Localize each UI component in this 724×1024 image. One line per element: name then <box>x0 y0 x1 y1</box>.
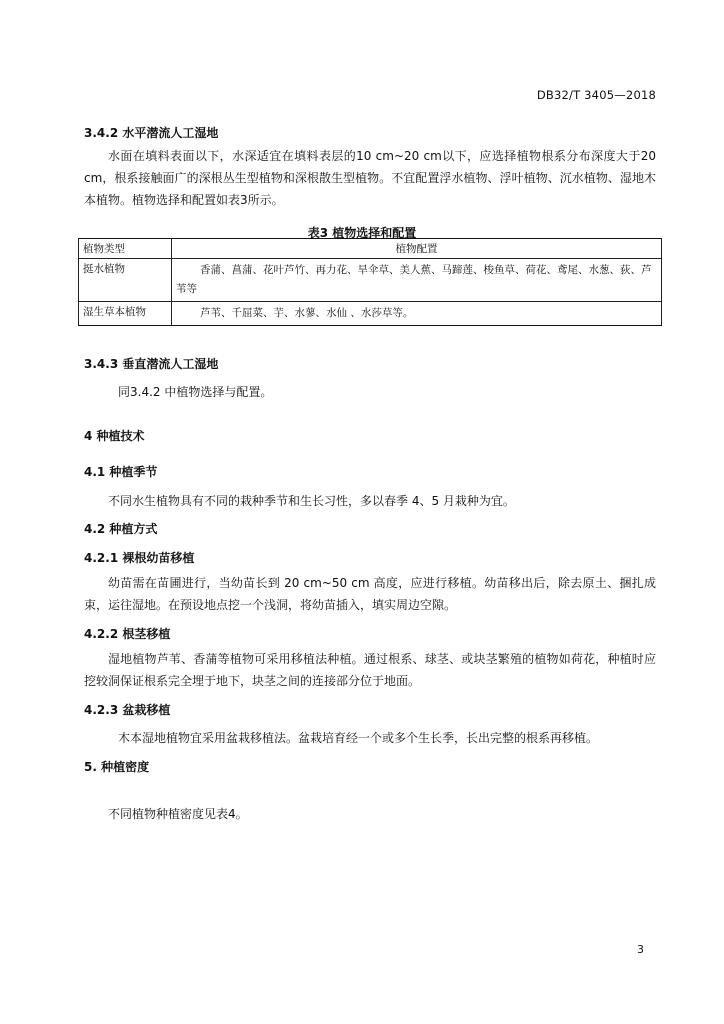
header-plant-type: 植物类型 <box>79 239 172 259</box>
section-4-2-2-paragraph: 湿地植物芦苇、香蒲等植物可采用移植法种植。通过根系、球茎、或块茎繁殖的植物如荷花，种植时应挖较洞保证根系完全埋于地下，块茎之间的连接部分位于地面。 <box>84 652 656 688</box>
table-header-row <box>79 239 662 259</box>
config-text: 芦苇、千屈菜、芋、水蓼、水仙 、水莎草等。 <box>200 307 414 319</box>
row-plant-type: 挺水植物 <box>79 259 172 302</box>
section-3-4-2-heading: 3.4.2 水平潜流人工湿地 <box>84 126 219 140</box>
section-5-heading: 5. 种植密度 <box>84 760 150 774</box>
section-5-paragraph: 不同植物种植密度见表4。 <box>108 807 248 821</box>
table-row <box>79 259 662 302</box>
section-4-2-heading: 4.2 种植方式 <box>84 522 158 536</box>
section-4-2-3-heading: 4.2.3 盆栽移植 <box>84 703 171 717</box>
row-plant-type: 湿生草本植物 <box>79 302 172 326</box>
section-4-1-heading: 4.1 种植季节 <box>84 465 158 479</box>
section-3-4-3-paragraph: 同3.4.2 中植物选择与配置。 <box>118 385 273 399</box>
plant-selection-table <box>78 238 662 326</box>
table-row <box>79 302 662 326</box>
table-3-caption: 表3 植物选择和配置 <box>307 226 417 240</box>
standard-number: DB32/T 3405—2018 <box>536 88 656 102</box>
section-3-4-3-heading: 3.4.3 垂直潜流人工湿地 <box>84 357 219 371</box>
section-4-2-3-paragraph: 木本湿地植物宜采用盆栽移植法。盆栽培育经一个或多个生长季，长出完整的根系再移植。 <box>118 731 599 745</box>
row-plant-config <box>172 302 662 326</box>
row-plant-config <box>172 259 662 302</box>
section-4-2-2-heading: 4.2.2 根茎移植 <box>84 627 171 641</box>
section-4-2-1-paragraph: 幼苗需在苗圃进行，当幼苗长到 20 cm~50 cm 高度，应进行移植。幼苗移出后，除去原土、捆扎成束，运往湿地。在预设地点挖一个浅洞，将幼苗插入，填实周边空隙。 <box>84 576 656 612</box>
section-4-2-1-heading: 4.2.1 裸根幼苗移植 <box>84 551 195 565</box>
page-number: 3 <box>637 943 644 956</box>
section-4-heading: 4 种植技术 <box>84 429 145 443</box>
section-3-4-2-paragraph: 水面在填料表面以下，水深适宜在填料表层的10 cm~20 cm以下，应选择植物根系分布深度大于20 cm，根系接触面广的深根丛生型植物和深根散生型植物。不宜配置浮水植物、浮叶植物、沉水植物、湿地木本植物。植物选择和配置如表3所示。 <box>84 149 656 207</box>
config-text: 香蒲、菖蒲、花叶芦竹、再力花、旱伞草、美人蕉、马蹄莲、梭鱼草、荷花、鸢尾、水葱、荻、芦苇等 <box>176 264 652 295</box>
header-plant-config: 植物配置 <box>172 239 662 259</box>
section-4-1-paragraph: 不同水生植物具有不同的栽种季节和生长习性，多以春季 4、5 月栽种为宜。 <box>108 494 515 508</box>
